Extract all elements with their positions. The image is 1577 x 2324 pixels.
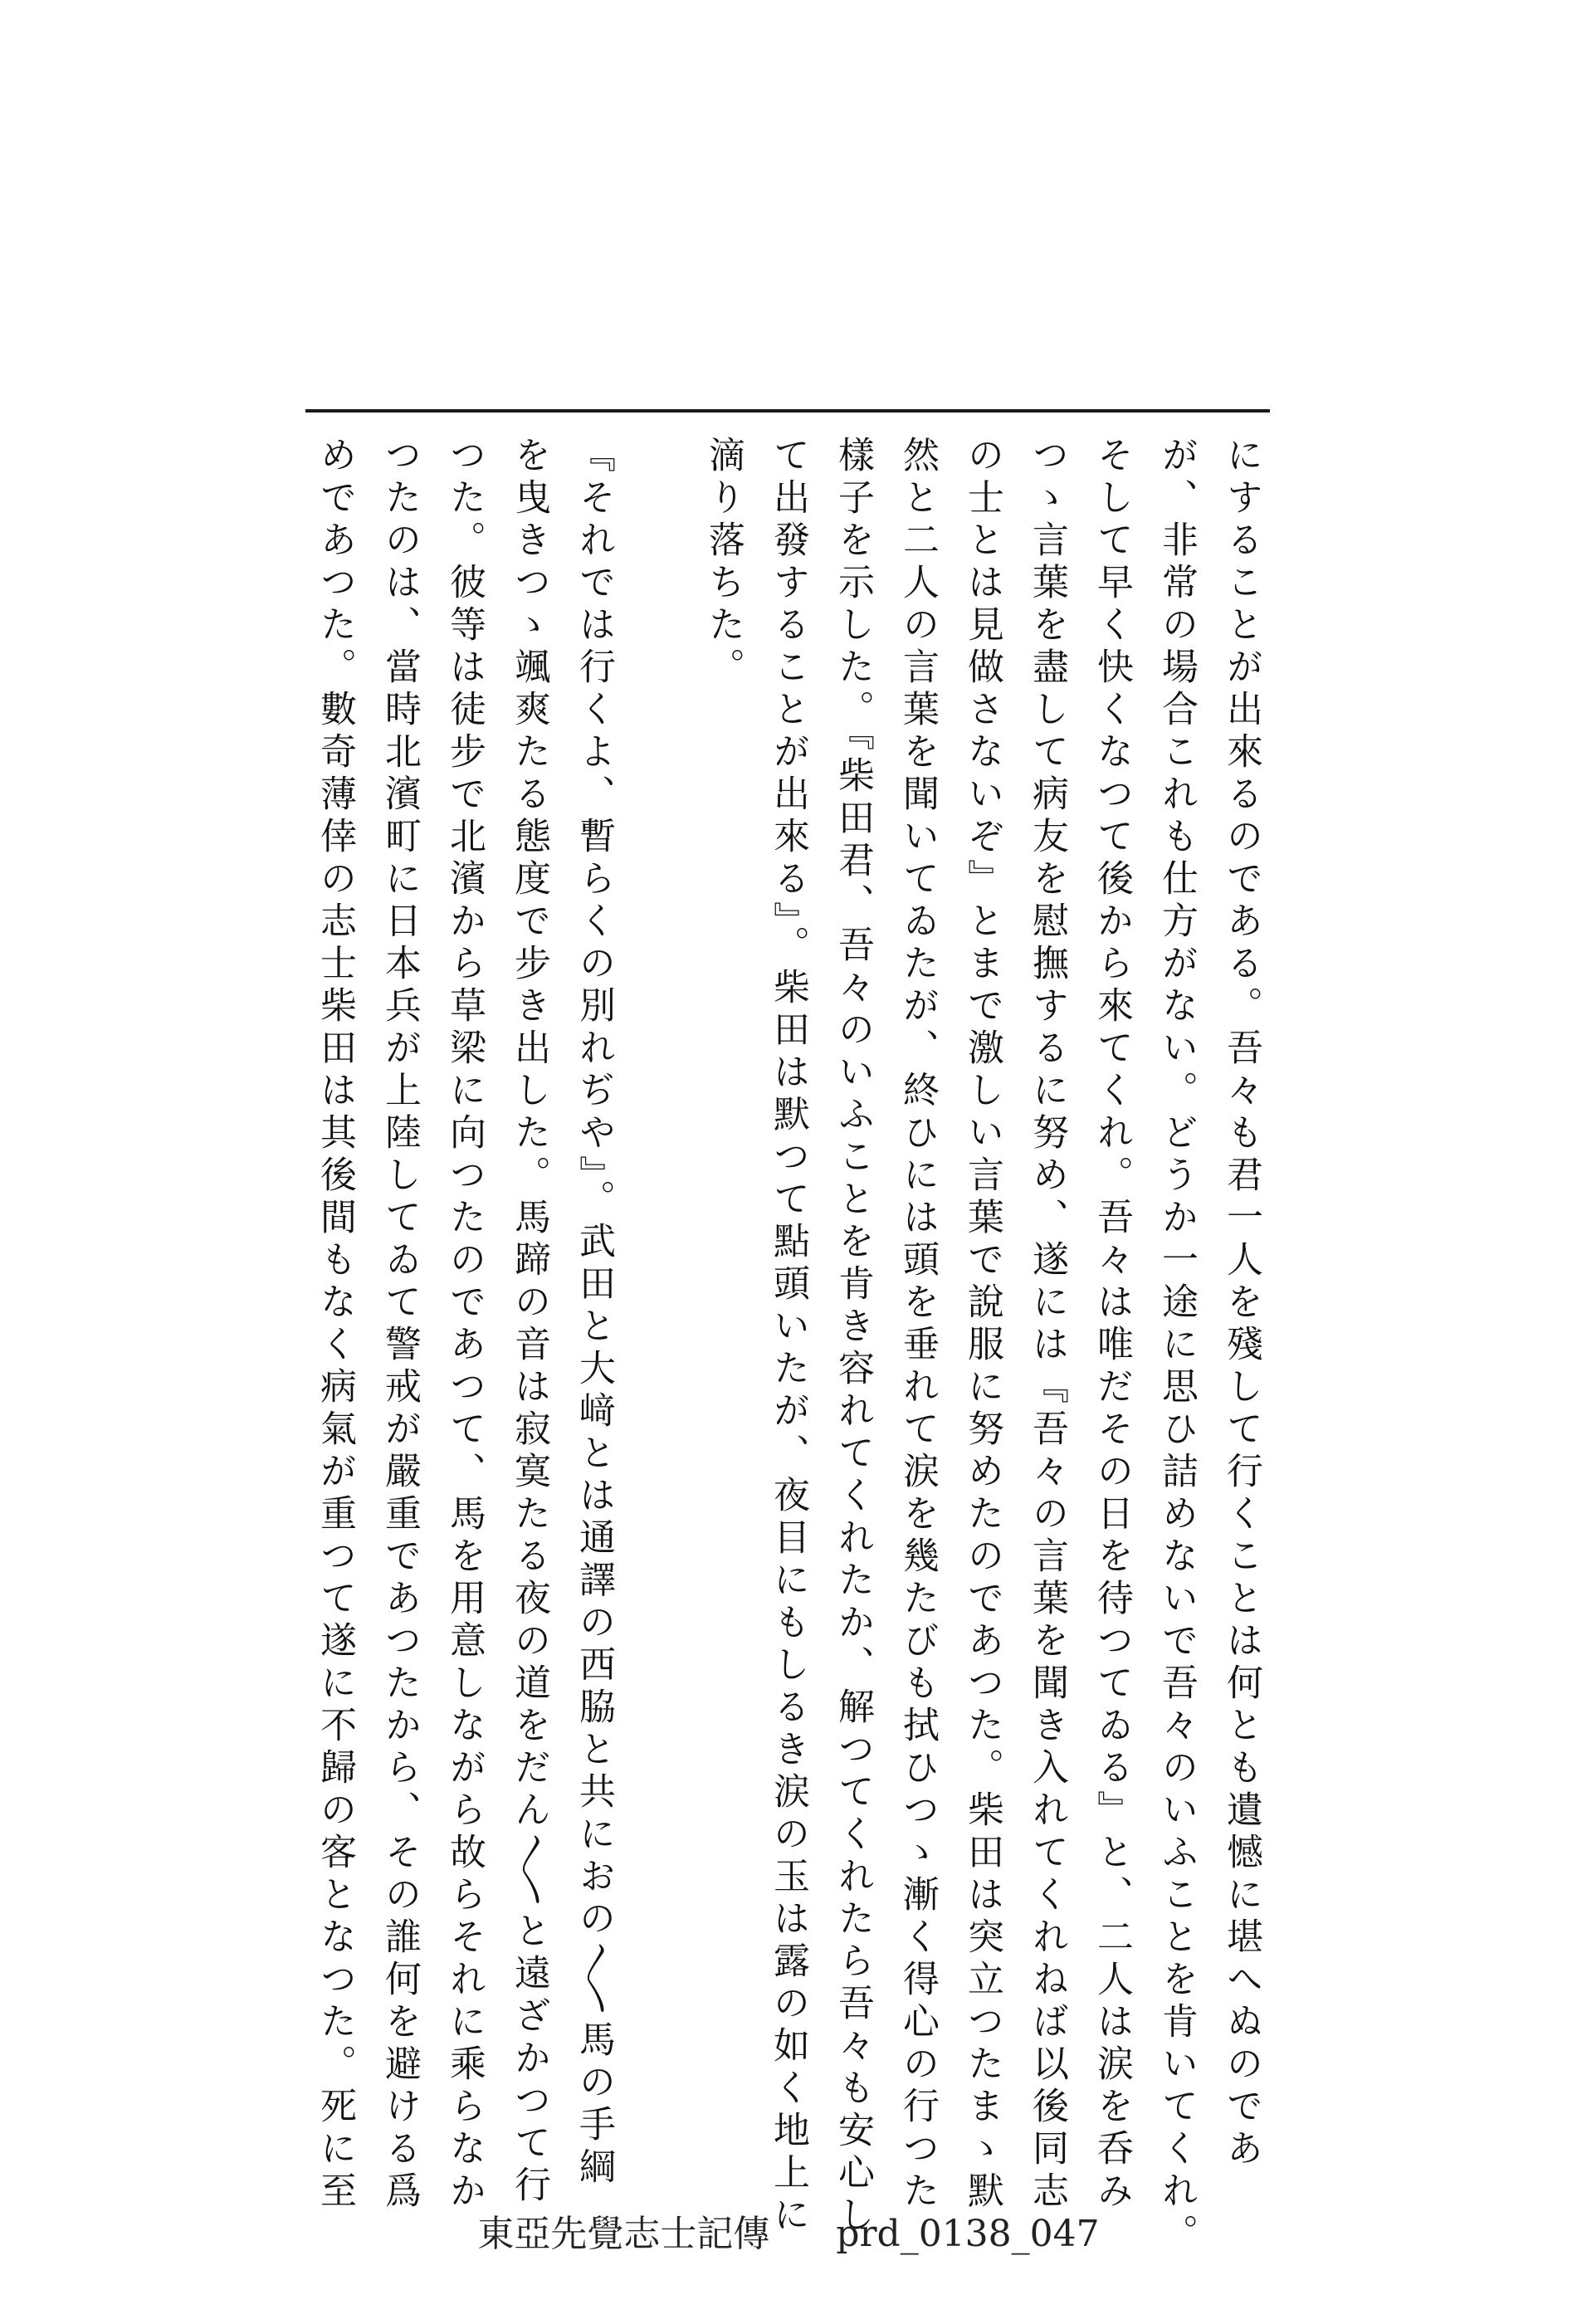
text-column-5: の士とは見做さないぞ』とまで激しい言葉で說服に努めたのであつた。柴田は突立つたまゝ默 [961, 436, 1003, 2214]
text-column-8: て出發することが出來る』。柴田は默つて點頭いたが、夜目にもしるき涙の玉は露の如く地上に [767, 436, 809, 2238]
footer-title: 東亞先覺志士記傳 [477, 2213, 770, 2255]
text-column-9: 滴り落ちた。 [702, 436, 745, 690]
header-rule [305, 409, 1270, 413]
text-column-12: を曳きつゝ颯爽たる態度で步き出した。馬蹄の音は寂寞たる夜の道をだん〳〵と遠ざかつて行 [508, 436, 550, 2208]
text-column-15: めであつた。數奇薄倖の志士柴田は其後間もなく病氣が重つて遂に不歸の客となつた。死に至 [314, 436, 356, 2214]
text-column-2: が、非常の場合これも仕方がない。どうか一途に思ひ詰めないで吾々のいふことを肯いてくれ。 [1155, 436, 1198, 2256]
text-column-13: つた。彼等は徒步で北濱から草梁に向つたのであつて、馬を用意しながら故らそれに乘らなか [443, 436, 486, 2214]
text-column-1: にすることが出來るのである。吾々も君一人を殘して行くことは何とも遺憾に堪へぬのであ [1220, 436, 1262, 2171]
footer-page-id: prd_0138_047 [836, 2213, 1100, 2255]
text-column-14: つたのは、當時北濱町に日本兵が上陸してゐて警戒が嚴重であつたから、その誰何を避ける爲 [378, 436, 421, 2214]
text-column-3: そして早く快くなつて後から來てくれ。吾々は唯だその日を待つてゐる』と、二人は涙を呑み [1091, 436, 1133, 2214]
footer [0, 2204, 1577, 2257]
text-column-10 [625, 436, 691, 1946]
text-column-11: 『それでは行くよ、暫らくの別れぢや』。武田と大﨑とは通譯の西脇と共におの〳〵馬の手綱 [573, 436, 615, 2190]
text-column-6: 然と二人の言葉を聞いてゐたが、終ひには頭を垂れて涙を幾たびも拭ひつゝ漸く得心の行つた [896, 436, 939, 2214]
text-column-4: つゝ言葉を盡して病友を慰撫するに努め、遂には『吾々の言葉を聞き入れてくれねば以後同志 [1026, 436, 1068, 2214]
text-column-7: 樣子を示した。『柴田君、吾々のいふことを肯き容れてくれたか、解つてくれたら吾々も安心し [832, 436, 874, 2238]
